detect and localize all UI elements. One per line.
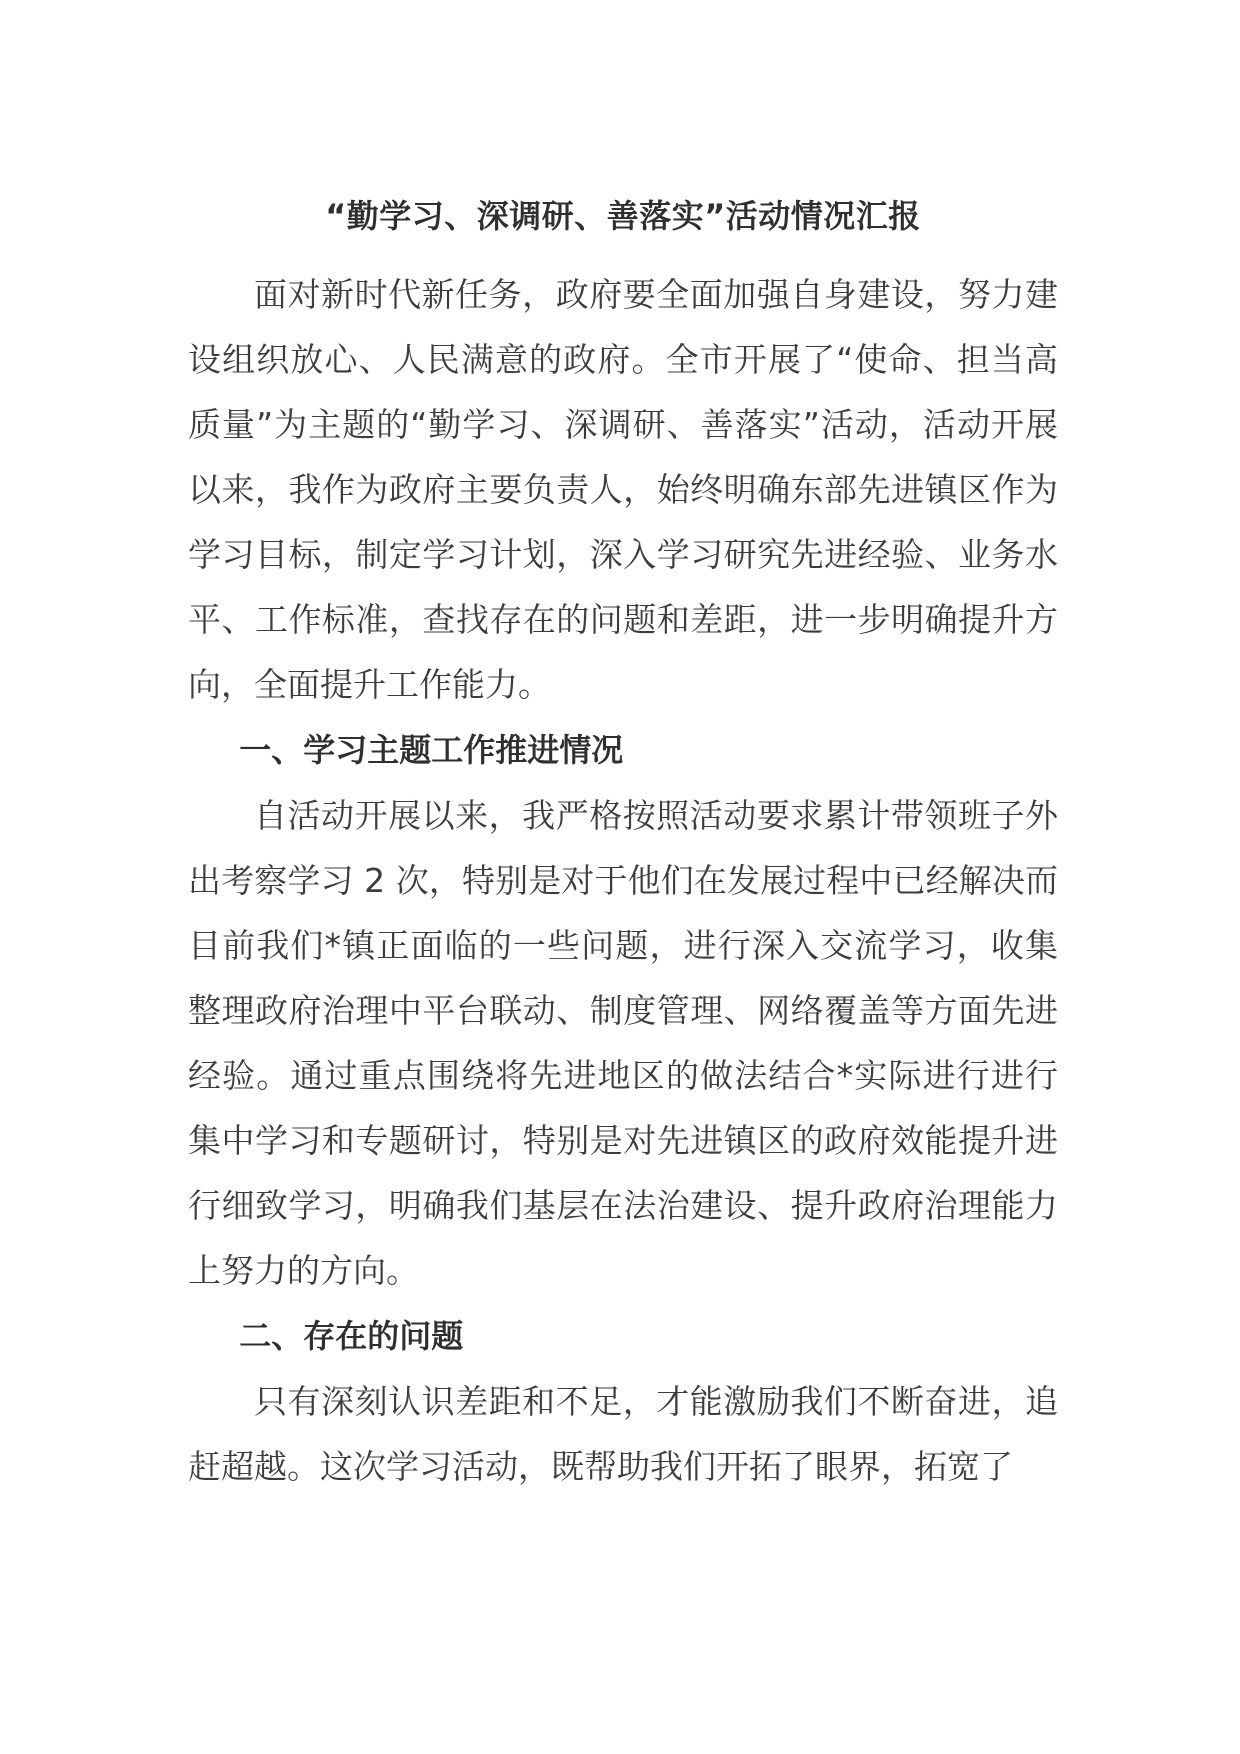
document-page [188, 190, 1058, 1499]
document-title: “勤学习、深调研、善落实”活动情况汇报 [325, 197, 921, 235]
section-body-2: 只有深刻认识差距和不足，才能激励我们不断奋进，追赶超越。这次学习活动，既帮助我们开拓了眼界，拓宽了 [188, 1382, 1058, 1486]
section-heading-2: 二、存在的问题 [239, 1317, 464, 1355]
section-body-1: 自活动开展以来，我严格按照活动要求累计带领班子外出考察学习 2 次，特别是对于他们在发展过程中已经解决而目前我们*镇正面临的一些问题，进行深入交流学习，收集整理政府治理中平台联动、制度管理、网络覆盖等方面先进经验。通过重点围绕将先进地区的做法结合*实际进行进行集中学习和专题研讨，特别是对先进镇区的政府效能提升进行细致学习，明确我们基层在法治建设、提升政府治理能力上努力的方向。 [188, 796, 1058, 1290]
intro-paragraph: 面对新时代新任务，政府要全面加强自身建设，努力建设组织放心、人民满意的政府。全市开展了“使命、担当高质量”为主题的“勤学习、深调研、善落实”活动，活动开展以来，我作为政府主要负责人，始终明确东部先进镇区作为学习目标，制定学习计划，深入学习研究先进经验、业务水平、工作标准，查找存在的问题和差距，进一步明确提升方向，全面提升工作能力。 [188, 275, 1058, 704]
section-heading-1: 一、学习主题工作推进情况 [239, 731, 624, 769]
